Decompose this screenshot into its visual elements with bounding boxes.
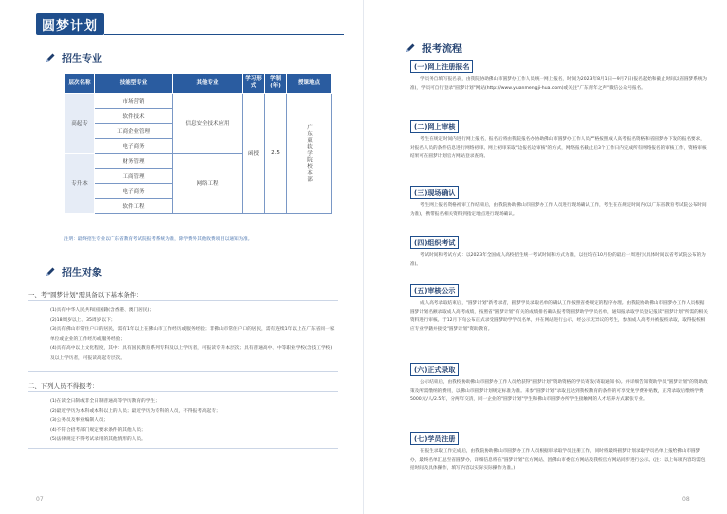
location-text: 广东東软学院校本部 bbox=[306, 124, 312, 183]
step-title: (四)组织考试 bbox=[410, 236, 459, 249]
divider-line bbox=[28, 371, 338, 372]
list-item: (1)具有中华人民共和国国籍(含香港、澳门居民)； bbox=[50, 308, 155, 313]
skill-major-cell: 电子商务 bbox=[95, 138, 173, 153]
step-title: (七)学员注册 bbox=[410, 432, 459, 445]
step-title: (二)网上审核 bbox=[410, 120, 459, 133]
divider-line bbox=[28, 300, 338, 301]
skill-major-cell: 电子商务 bbox=[95, 183, 173, 198]
skill-major-cell: 财务管理 bbox=[95, 153, 173, 168]
list-item: (3)公务员及事业编制人员； bbox=[50, 418, 109, 423]
list-item: (2)最近学历为本科或本科以上的人员；最近学历为专科的人员，不得报考高起专； bbox=[50, 408, 221, 414]
section-banner: 圆梦计划 bbox=[36, 13, 104, 35]
skill-major-cell: 软件技术 bbox=[95, 108, 173, 123]
step-title: (六)正式录取 bbox=[410, 363, 459, 376]
col-level: 层次名称 bbox=[65, 74, 95, 94]
step-title: (三)现场确认 bbox=[410, 186, 459, 199]
location-cell bbox=[287, 93, 332, 213]
step-text: 考生网上报名资格初审工作结束后，由我院协助佛山市圆梦办工作人员进行现场确认工作，考生在在规定时间内(以广东省教育考试院公布时间为准)，携带报名相关资料到指定地点进行现场确认。 bbox=[410, 203, 707, 217]
list-item: (1)在读全日制或非全日制普通高等学历教育的学生； bbox=[50, 399, 160, 404]
section-title-targets: 招生对象 bbox=[44, 264, 102, 279]
level-cell: 高起专 bbox=[65, 93, 95, 153]
skill-major-cell: 工商管理 bbox=[95, 168, 173, 183]
table-header-row bbox=[65, 74, 332, 94]
col-skill-major: 技能型专业 bbox=[95, 74, 173, 94]
list-item: (4)具有高中以上文化程度，其中：具有国民教育系列专科及以上学历者，可报读专升本层次；具有普通高中、中等职业学校(含技工学校)及以上学历者，可报读高起专层次。 bbox=[50, 346, 333, 361]
page-number: 08 bbox=[682, 496, 690, 503]
study-form-cell: 函授 bbox=[243, 93, 265, 213]
level-cell: 专升本 bbox=[65, 153, 95, 213]
list-item: (2)18周岁以上、35周岁以下； bbox=[50, 317, 116, 323]
skill-major-cell: 市场营销 bbox=[95, 93, 173, 108]
left-page bbox=[0, 0, 363, 514]
step-text: 考试时间和考试方式：以2023年全国成人高校招生统一考试时间和方式为准，以往均在10月份的最后一周进行(具体时间以省考试院公布的为准)。 bbox=[410, 253, 706, 267]
pencil-icon bbox=[44, 52, 56, 64]
step-text: 学员务自填写报名表，由我院协助佛山市圆梦办工作人员统一网上报名，时间为2023年8月1日—9月7日(报名起始和截止时间以省圆梦系统为准)，学员可自行登录"圆梦计划"网站(http://www.yuanmengji-hua.com)或关注"广东青年之声"微信公众号报名。 bbox=[410, 77, 708, 91]
step-text: 在报生录取工作完成后，由我院协助佛山市圆梦办工作人员根据审录取学员注册工作，同时将最终圆梦计划录取学员名单上报给佛山市圆梦办，最终名单汇总至省圆梦办，详细信息将在"圆梦计划"官方网站、团佛山市委官方网站及我校官方网站同步进行公示。(注：以上每项内容均需包括时间及具体操作，填写内容以实际实际操作为准。) bbox=[410, 449, 706, 471]
list-item: (3)具有佛山市常住户口的居民，需有1年以上在佛山市工作经历或服务经验；非佛山市常住户口的居民，需有连续1年以上在广东省同一家单位或企业的工作经历或服务经验； bbox=[50, 327, 335, 342]
other-major-cell: 信息安全技术应用 bbox=[173, 93, 243, 153]
list-item: (4)不符合招考部门规定要求条件的其他人员； bbox=[50, 427, 146, 433]
excluded-list bbox=[50, 397, 335, 445]
step-text: 成人高考录取结束后，"圆梦计划"新考录者，圆梦学员录取名单的确认工作按照省委规定的程序办理。由我院协助佛山市圆梦办工作人员根据圆梦计划名额录取成人高考成绩，按照省"圆梦计划"有关的成绩排名确认报考资圆梦助学学员名单，通知报录取学员登记报读"圆梦计划"所需的相关资料进行审核。于12月下旬公布正式录受圆梦助学学员名单，并在网站进行公示，经公示无异议的考生，参加成人高考并被报校录取，取得报校相应专业学籍并接受"圆梦计划"资助教育。 bbox=[410, 301, 708, 332]
basic-conditions-heading: 一、考"圆梦计划"需具备以下基本条件： bbox=[28, 291, 143, 299]
table-row bbox=[65, 93, 332, 108]
step-text: 公示结束后，由我校协助佛山市圆梦办工作人员给获得"圆梦计划"资助资格的学员寄发(寄取通知书)。并详细告知资助学员"圆梦计划"的资助政策及所需缴纳的费用，以佛山市圆梦计划规定标准为准。来参"圆梦计划"录取且达到我校教育的条件的可享受免学费补贴数，正常录取后缴纳学费5000元/人/2.5年，分两年交清，同一企业的"圆梦计划"学生和佛山市圆梦办所学生接触网的人才培养方式紧张专业。 bbox=[410, 380, 708, 402]
duration-cell: 2.5 bbox=[265, 93, 287, 213]
section-title-majors: 招生专业 bbox=[44, 50, 102, 65]
step-title: (一)网上注册报名 bbox=[410, 60, 473, 73]
col-location: 授课地点 bbox=[287, 74, 332, 94]
list-item: (5)法律规定不得考试录用的其他情形的人员。 bbox=[50, 437, 146, 442]
skill-major-cell: 工商企业管理 bbox=[95, 123, 173, 138]
basic-conditions-list bbox=[50, 306, 335, 363]
divider-line bbox=[28, 391, 338, 392]
other-major-cell: 网络工程 bbox=[173, 153, 243, 213]
divider-line bbox=[28, 448, 338, 449]
step-text: 考生在规定时间内进行网上报名，报名后将由我院报名办协助佛山市圆梦办工作人员严格按照成人高考报名资格和省圆梦办下发的报名要求，对报名人员的条件信息进行网络初审。网上初审采取"边报名边审核"的方式，网络报名截止后3个工作日内完成所有网络报名的审核工作，资格审核结果可在圆梦计划官方网站登录查询。 bbox=[410, 137, 707, 159]
majors-table bbox=[64, 73, 332, 214]
pencil-icon bbox=[404, 42, 416, 54]
col-other-major: 其他专业 bbox=[173, 74, 243, 94]
section-title-process: 报考流程 bbox=[404, 40, 462, 55]
banner-underline bbox=[104, 34, 344, 35]
right-page bbox=[364, 0, 727, 514]
table-note: 注明：最终招生专业以广东省教育考试院报考系统为准，除学费外其他收费项目以通知为准。 bbox=[64, 237, 253, 242]
col-study-form: 学习形式 bbox=[243, 74, 265, 94]
step-title: (五)审核公示 bbox=[410, 284, 459, 297]
pencil-icon bbox=[44, 266, 56, 278]
page-number: 07 bbox=[36, 496, 44, 503]
col-duration: 学制(年) bbox=[265, 74, 287, 94]
excluded-heading: 二、下列人员不得报考： bbox=[28, 382, 99, 390]
skill-major-cell: 软件工程 bbox=[95, 198, 173, 213]
